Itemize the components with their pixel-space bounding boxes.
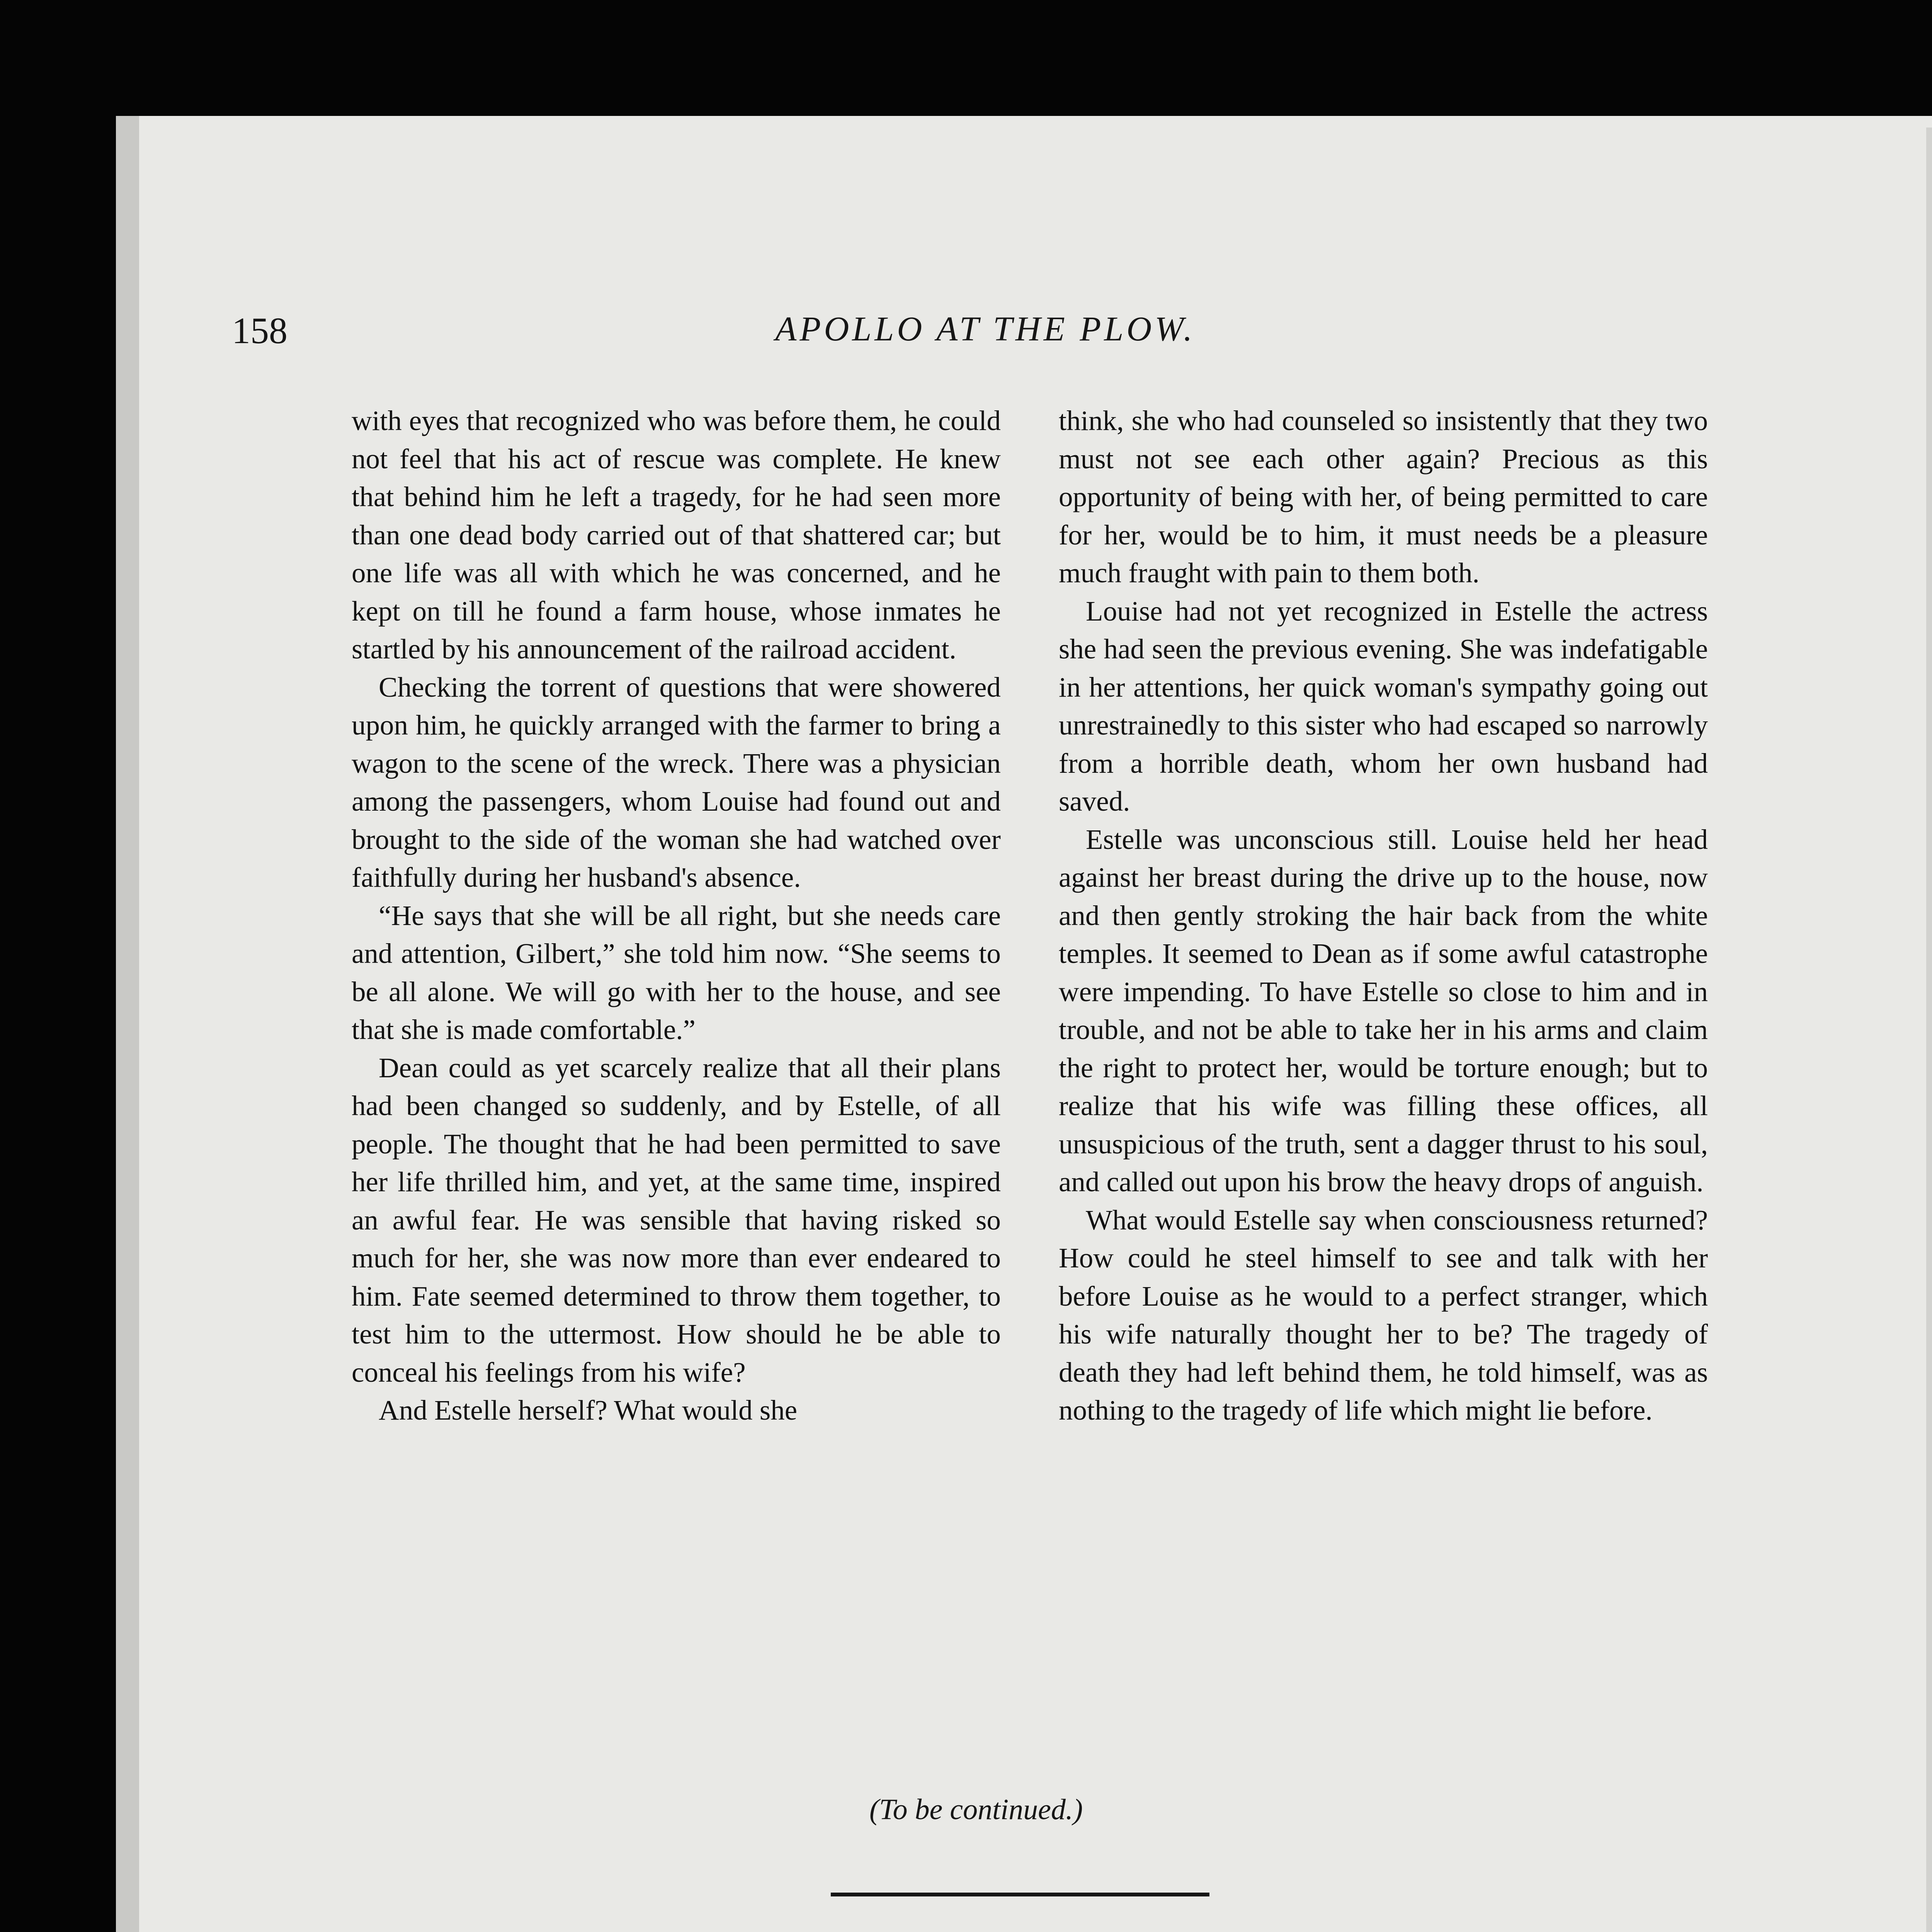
paragraph: Louise had not yet recognized in Estelle the actress she had seen the previous evening. She was indefatigable in her attentions, her quick woman's sympathy going out unrestrainedly to this sister who had escaped so narrowly from a horrible death, whom her own husband had saved. [1059,595,1708,817]
right-column [1059,402,1708,1430]
left-column [352,402,1001,1430]
paragraph: Dean could as yet scarcely realize that all their plans had been changed so suddenly, and by Estelle, of all people. The thought that he had been permitted to save her life thrilled him, and yet, at the same time, inspired an awful fear. He was sensible that having risked so much for her, she was now more than ever endeared to him. Fate seemed determined to throw them together, to test him to the uttermost. How should he be able to conceal his feelings from his wife? [352,1052,1001,1388]
page-number: 158 [232,310,287,351]
paragraph: Checking the torrent of questions that were showered upon him, he quickly arranged with the farmer to bring a wagon to the scene of the wreck. There was a physician among the passengers, whom Louise had found out and brought to the side of the woman she had watched over faithfully during her husband's absence. [352,671,1001,893]
paragraph: “He says that she will be all right, but she needs care and attention, Gilbert,” she told him now. “She seems to be all alone. We will go with her to the house, and see that she is made comfortable.” [352,900,1001,1045]
page-header [232,309,1739,359]
paragraph: think, she who had counseled so insistently that they two must not see each other again? Precious as this opportunity of being with her, of being permitted to care for her, would be to him, it must needs be a pleasure much fraught with pain to them both. [1059,405,1708,588]
section-divider [831,1893,1209,1896]
paragraph: Estelle was unconscious still. Louise held her head against her breast during the drive up to the house, now and then gently stroking the hair back from the white temples. It seemed to Dean as if some awful catastrophe were impending. To have Estelle so close to him and in trouble, and not be able to take her in his arms and claim the right to protect her, would be torture enough; but to realize that his wife was filling these offices, all unsuspicious of the truth, sent a dagger thrust to his soul, and called out upon his brow the heavy drops of anguish. [1059,823,1708,1197]
paragraph: And Estelle herself? What would she [379,1395,798,1426]
to-be-continued: (To be continued.) [869,1793,1083,1826]
paragraph: with eyes that recognized who was before them, he could not feel that his act of rescue was complete. He knew that behind him he left a tragedy, for he had seen more than one dead body carried out of that shattered car; but one life was all with which he was concerned, and he kept on till he found a farm house, whose inmates he startled by his announcement of the railroad accident. [352,405,1001,665]
next-page-edge [1926,128,1932,1932]
running-title: APOLLO AT THE PLOW. [775,310,1196,348]
paragraph: What would Estelle say when consciousness returned? How could he steel himself to see and talk with her before Louise as he would to a perfect stranger, which his wife naturally thought her to be? The tragedy of death they had left behind them, he told himself, was as nothing to the tragedy of life which might lie before. [1059,1204,1708,1426]
